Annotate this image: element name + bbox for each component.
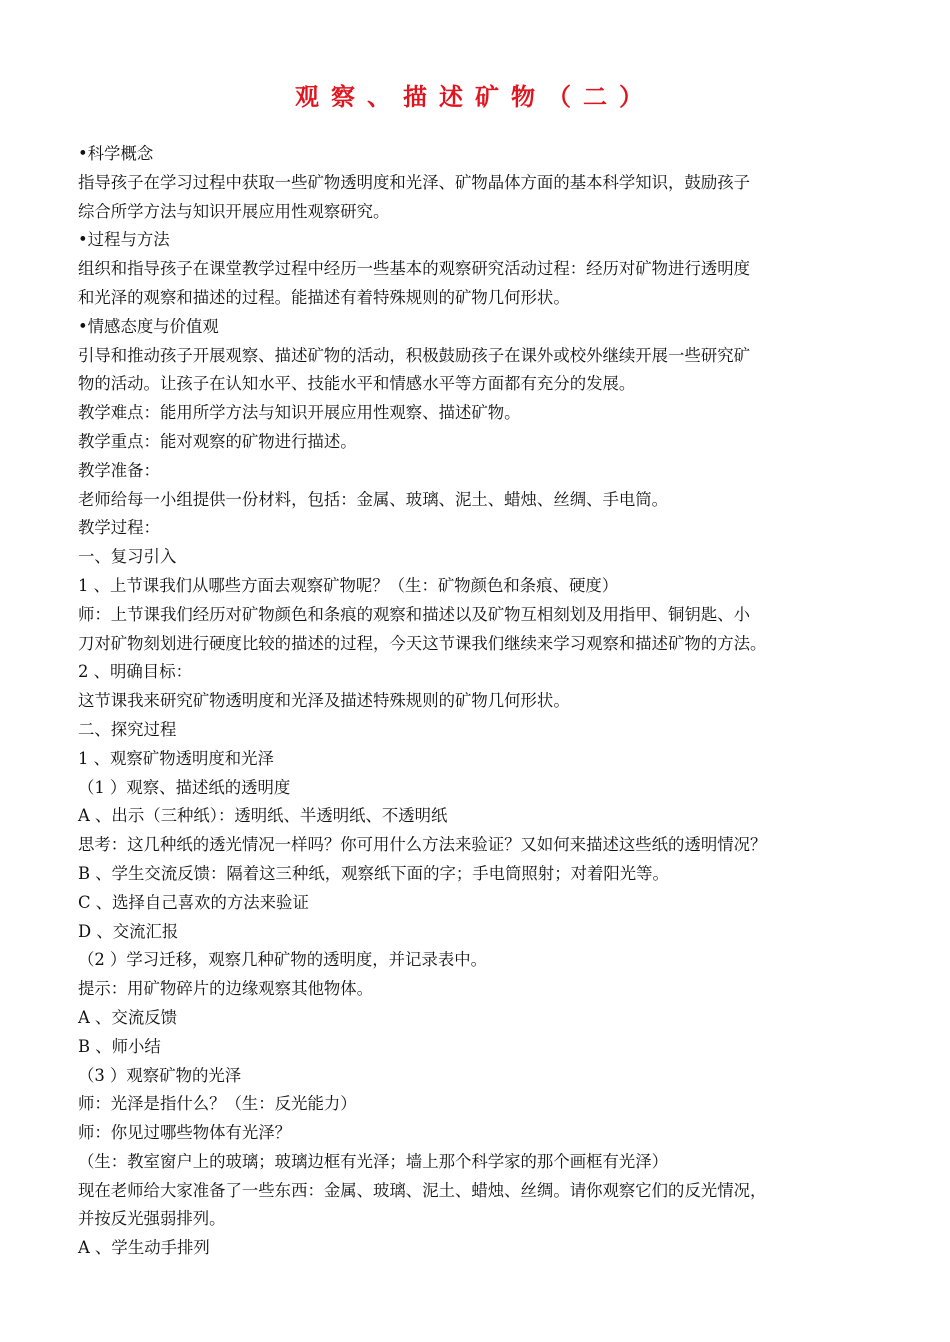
paragraph-line: 师：上节课我们经历对矿物颜色和条痕的观察和描述以及矿物互相刻划及用指甲、铜钥匙、小 xyxy=(78,604,751,624)
paragraph-line: B 、学生交流反馈：隔着这三种纸，观察纸下面的字；手电筒照射；对着阳光等。 xyxy=(78,863,669,883)
paragraph-line: （3 ）观察矿物的光泽 xyxy=(78,1065,242,1085)
paragraph-line: 提示：用矿物碎片的边缘观察其他物体。 xyxy=(78,979,374,999)
teaching-process-label: 教学过程： xyxy=(78,518,160,538)
teaching-difficulty: 教学难点：能用所学方法与知识开展应用性观察、描述矿物。 xyxy=(78,403,521,423)
paragraph-line: A 、交流反馈 xyxy=(78,1007,177,1027)
teaching-preparation-label: 教学准备： xyxy=(78,460,160,480)
paragraph-line: 引导和推动孩子开展观察、描述矿物的活动，积极鼓励孩子在课外或校外继续开展一些研究矿 xyxy=(78,345,751,365)
paragraph-line: 思考：这几种纸的透光情况一样吗？你可用什么方法来验证？又如何来描述这些纸的透明情况？ xyxy=(78,835,767,855)
paragraph-line: D 、交流汇报 xyxy=(78,921,179,941)
paragraph-line: 指导孩子在学习过程中获取一些矿物透明度和光泽、矿物晶体方面的基本科学知识，鼓励孩子 xyxy=(78,172,751,192)
paragraph-line: 1 、上节课我们从哪些方面去观察矿物呢？（生：矿物颜色和条痕、硬度） xyxy=(78,575,619,595)
section-heading-exploration: 二、探究过程 xyxy=(78,719,177,739)
paragraph-line: 组织和指导孩子在课堂教学过程中经历一些基本的观察研究活动过程：经历对矿物进行透明度 xyxy=(78,259,751,279)
paragraph-line: 综合所学方法与知识开展应用性观察研究。 xyxy=(78,201,390,221)
paragraph-line: A 、出示（三种纸）：透明纸、半透明纸、不透明纸 xyxy=(78,806,448,826)
paragraph-line: （1 ）观察、描述纸的透明度 xyxy=(78,777,291,797)
section-heading-process-method: •过程与方法 xyxy=(78,230,170,250)
paragraph-line: A 、学生动手排列 xyxy=(78,1238,210,1258)
section-heading-science-concept: •科学概念 xyxy=(78,144,154,163)
paragraph-line: 物的活动。让孩子在认知水平、技能水平和情感水平等方面都有充分的发展。 xyxy=(78,374,636,394)
paragraph-line: 老师给每一小组提供一份材料，包括：金属、玻璃、泥土、蜡烛、丝绸、手电筒。 xyxy=(78,489,669,509)
paragraph-line: （生：教室窗户上的玻璃；玻璃边框有光泽；墙上那个科学家的那个画框有光泽） xyxy=(78,1151,669,1171)
paragraph-line: 2 、明确目标： xyxy=(78,662,192,682)
paragraph-line: 刀对矿物刻划进行硬度比较的描述的过程，今天这节课我们继续来学习观察和描述矿物的方法。 xyxy=(78,633,767,653)
document-body xyxy=(78,140,890,1263)
paragraph-line: 这节课我来研究矿物透明度和光泽及描述特殊规则的矿物几何形状。 xyxy=(78,691,570,711)
paragraph-line: 师：你见过哪些物体有光泽？ xyxy=(78,1123,292,1143)
paragraph-line: 现在老师给大家准备了一些东西：金属、玻璃、泥土、蜡烛、丝绸。请你观察它们的反光情况， xyxy=(78,1180,767,1200)
section-heading-emotion-values: •情感态度与价值观 xyxy=(78,316,219,336)
section-heading-review: 一、复习引入 xyxy=(78,547,177,567)
paragraph-line: 师：光泽是指什么？（生：反光能力） xyxy=(78,1094,357,1114)
paragraph-line: 并按反光强弱排列。 xyxy=(78,1209,226,1229)
teaching-focus: 教学重点：能对观察的矿物进行描述。 xyxy=(78,431,357,451)
document-title: 观察、描述矿物（二） xyxy=(295,83,655,111)
paragraph-line: B 、师小结 xyxy=(78,1036,161,1056)
paragraph-line: 和光泽的观察和描述的过程。能描述有着特殊规则的矿物几何形状。 xyxy=(78,287,570,307)
paragraph-line: C 、选择自己喜欢的方法来验证 xyxy=(78,892,309,912)
paragraph-line: （2 ）学习迁移，观察几种矿物的透明度，并记录表中。 xyxy=(78,950,488,970)
paragraph-line: 1 、观察矿物透明度和光泽 xyxy=(78,748,274,768)
